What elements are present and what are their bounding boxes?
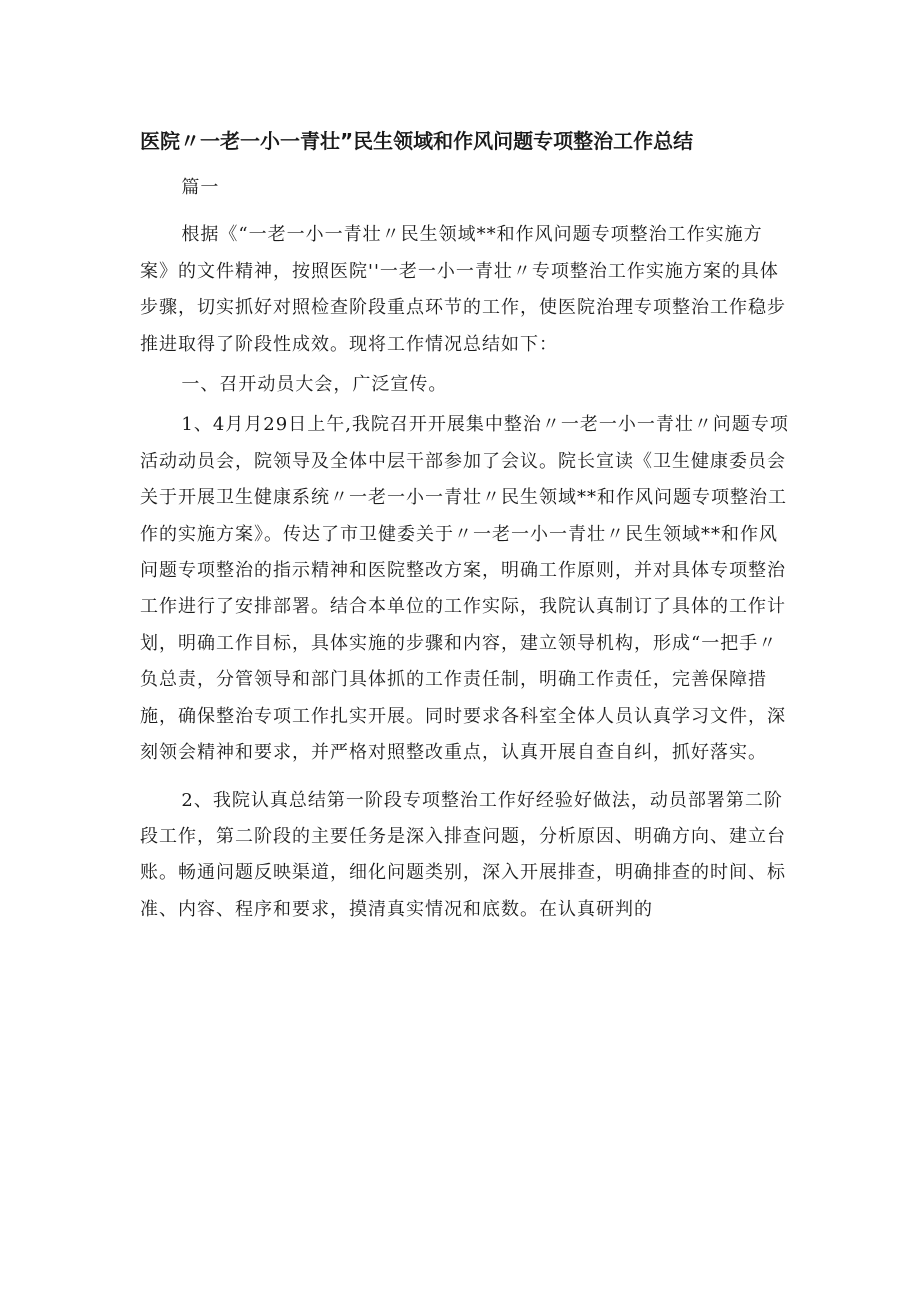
document-title: 医院〃一老一小一青壮”民生领域和作风问题专项整治工作总结 [140,129,694,153]
item-2-paragraph: 2、我院认真总结第一阶段专项整治工作好经验好做法，动员部署第二阶段工作，第二阶段的主要任务是深入排查问题，分析原因、明确方向、建立台账。畅通问题反映渠道，细化问题类别，深入开展排查，明确排查的时间、标准、内容、程序和要求，摸清真实情况和底数。在认真研判的 [140,789,786,920]
section-heading: 一、召开动员大会，广泛宣传。 [181,374,448,396]
document-body [140,170,790,928]
part-label: 篇一 [181,177,220,198]
item-1-paragraph: 1、4月月29日上午,我院召开开展集中整治〃一老一小一青壮〃问题专项活动动员会，院领导及全体中层干部参加了会议。院长宣读《卫生健康委员会关于开展卫生健康系统〃一老一小一青壮〃民生领域**和作风问题专项整治工作的实施方案》。传达了市卫健委关于〃一老一小一青壮〃民生领域**和作风问题专项整治的指示精神和医院整改方案，明确工作原则，并对具体专项整治工作进行了安排部署。结合本单位的工作实际，我院认真制订了具体的工作计划，明确工作目标，具体实施的步骤和内容，建立领导机构，形成“一把手〃负总责，分管领导和部门具体抓的工作责任制，明确工作责任，完善保障措施，确保整治专项工作扎实开展。同时要求各科室全体人员认真学习文件，深刻领会精神和要求，并严格对照整改重点，认真开展自查自纠，抓好落实。 [140,414,789,764]
intro-paragraph: 根据《“一老一小一青壮〃民生领域**和作风问题专项整治工作实施方案》的文件精神，按照医院''一老一小一青壮〃专项整治工作实施方案的具体步骤，切实抓好对照检查阶段重点环节的工作，使医院治理专项整治工作稳步推进取得了阶段性成效。现将工作情况总结如下： [140,224,786,355]
